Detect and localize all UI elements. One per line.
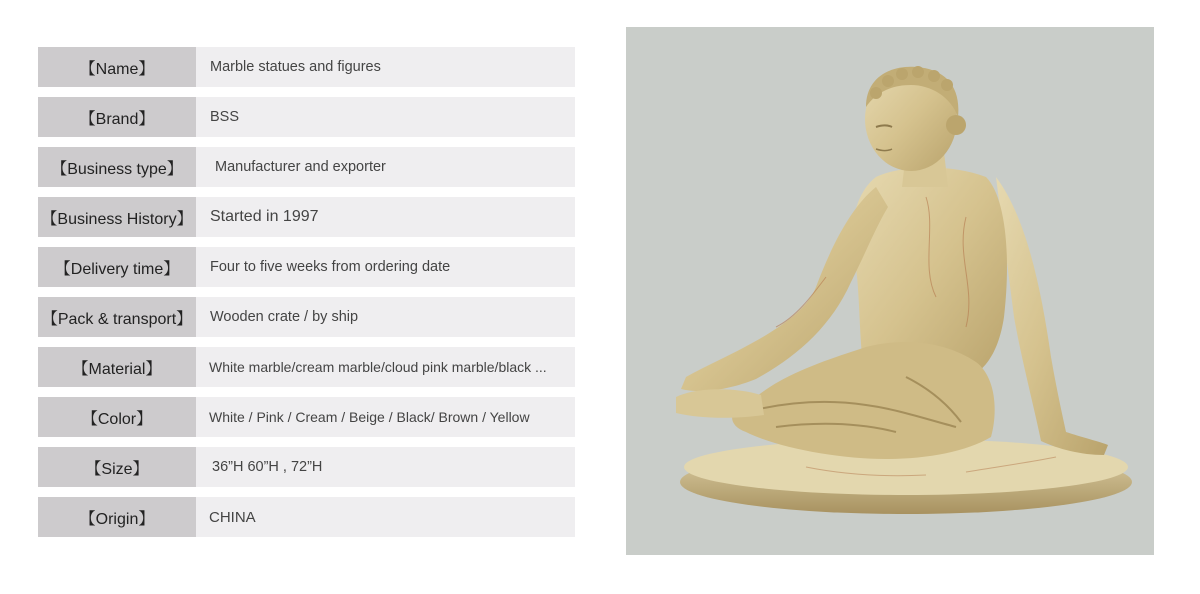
spec-value: Started in 1997 bbox=[210, 208, 319, 225]
spec-label: 【Business History】 bbox=[38, 197, 196, 237]
spec-row-business-history bbox=[38, 197, 575, 237]
product-photo bbox=[626, 27, 1154, 555]
spec-table bbox=[38, 47, 575, 547]
spec-label: 【Name】 bbox=[38, 47, 196, 87]
spec-row-pack-transport bbox=[38, 297, 575, 337]
spec-value: CHINA bbox=[209, 508, 256, 526]
spec-label: 【Origin】 bbox=[38, 497, 196, 537]
marble-statue-image bbox=[626, 27, 1154, 555]
spec-label: 【Color】 bbox=[38, 397, 196, 437]
spec-row-brand bbox=[38, 97, 575, 137]
spec-label: 【Business type】 bbox=[38, 147, 196, 187]
spec-label: 【Material】 bbox=[38, 347, 196, 387]
spec-row-origin bbox=[38, 497, 575, 537]
spec-value: BSS bbox=[210, 109, 240, 125]
spec-value: Wooden crate / by ship bbox=[210, 309, 359, 325]
spec-value: Manufacturer and exporter bbox=[215, 159, 386, 175]
spec-label: 【Delivery time】 bbox=[38, 247, 196, 287]
spec-value: 36”H 60”H , 72”H bbox=[212, 459, 323, 475]
spec-row-delivery-time bbox=[38, 247, 575, 287]
spec-row-business-type bbox=[38, 147, 575, 187]
spec-label: 【Pack & transport】 bbox=[38, 297, 196, 337]
spec-value: White / Pink / Cream / Beige / Black/ Brown / Yellow bbox=[209, 409, 530, 425]
spec-row-name bbox=[38, 47, 575, 87]
spec-value: White marble/cream marble/cloud pink marble/black ... bbox=[209, 359, 547, 375]
spec-label: 【Brand】 bbox=[38, 97, 196, 137]
spec-label: 【Size】 bbox=[38, 447, 196, 487]
spec-row-material bbox=[38, 347, 575, 387]
spec-row-color bbox=[38, 397, 575, 437]
spec-value: Marble statues and figures bbox=[210, 59, 381, 75]
spec-row-size bbox=[38, 447, 575, 487]
spec-value: Four to five weeks from ordering date bbox=[210, 259, 451, 275]
